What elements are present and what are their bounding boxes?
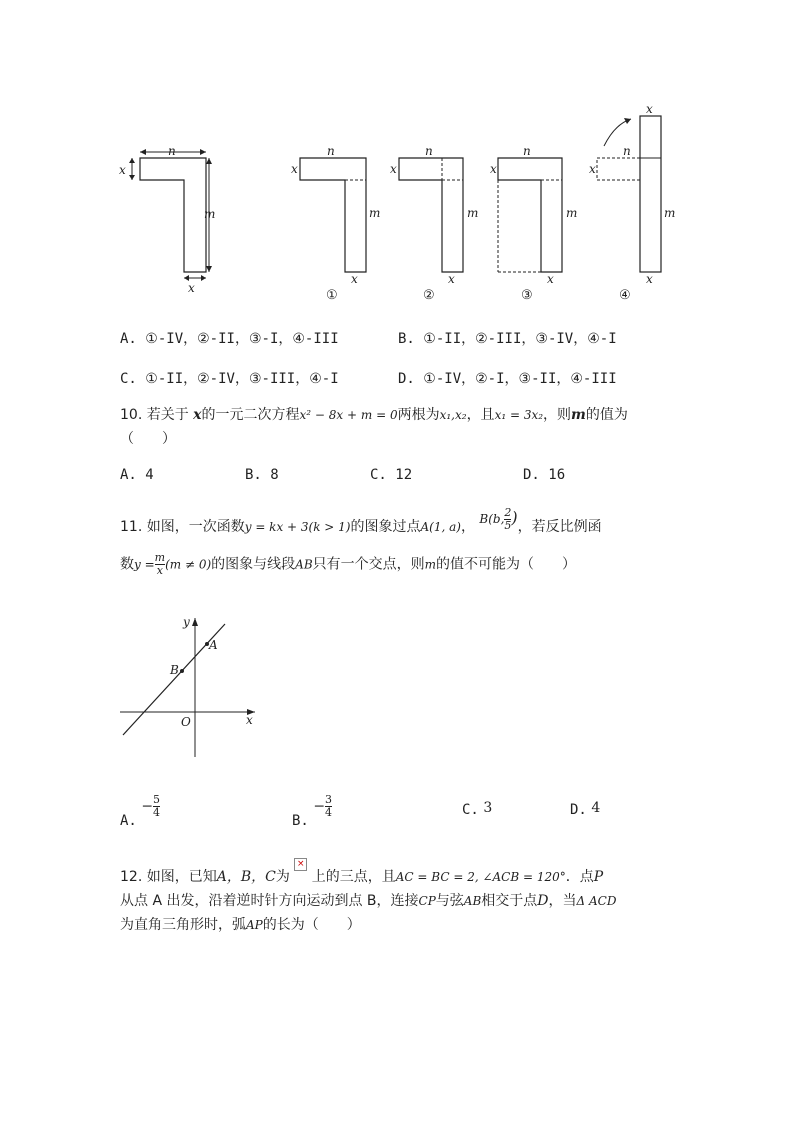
q11-option-b-sign: −	[313, 798, 326, 815]
fig4-n: n	[623, 144, 631, 158]
q12-var-p: P	[593, 869, 604, 885]
point-b	[180, 669, 184, 673]
q12-triangle: Δ ACD	[576, 894, 617, 908]
fig2-m: m	[467, 206, 479, 220]
q12-points-abc: A，B，C	[216, 869, 276, 885]
fig2-x-bottom: x	[448, 272, 455, 286]
fig1-n: n	[327, 144, 335, 158]
q10-text-2: 的一元二次方程	[201, 407, 300, 423]
figure-2	[390, 144, 478, 303]
label-x-bottom: x	[188, 281, 195, 295]
fig1-x-bottom: x	[351, 272, 358, 286]
q12-cp: CP	[418, 894, 436, 908]
q11-stem-line2	[120, 552, 576, 577]
q12-text-line2: 从点 A 出发，沿着逆时针方向运动到点 B，连接	[120, 893, 419, 909]
q11-point-b-num: 2	[504, 506, 512, 519]
graph-label-b: B	[170, 663, 179, 677]
q12-ab: AB	[463, 894, 482, 908]
figure-4	[589, 102, 675, 303]
figure-3	[490, 144, 577, 303]
q12-var-d: D	[537, 893, 549, 909]
q11-option-d-value: 4	[591, 800, 601, 816]
q10-roots: x₁,x₂	[439, 408, 467, 422]
q9-option-d[interactable]: D. ①-IV，②-I，③-II，④-III	[398, 371, 617, 387]
q11-option-b-den: 4	[325, 806, 333, 819]
original-l-shape	[119, 144, 215, 295]
q11-inv-cond: (m ≠ 0)	[165, 557, 212, 572]
q10-text-3: 两根为	[397, 407, 440, 423]
fig4-m: m	[664, 206, 676, 220]
q11-option-a[interactable]	[120, 793, 161, 829]
q12-stem-line1	[120, 859, 604, 886]
graph-label-a: A	[209, 638, 218, 652]
graph-label-o: O	[181, 715, 191, 729]
caption-1: ①	[326, 288, 338, 303]
fig2-n: n	[425, 144, 433, 158]
q12-text-3: 上的三点，且	[311, 869, 396, 885]
q11-text-3: ，若反比例函	[517, 519, 602, 535]
q11-inv-den: x	[155, 564, 165, 577]
q11-point-b	[479, 506, 518, 532]
q11-text-1: 11. 如图，一次函数	[120, 519, 245, 535]
fig2-x: x	[390, 162, 397, 176]
q12-stem-line2	[120, 890, 616, 910]
fig3-x-bottom: x	[547, 272, 554, 286]
l-shape-figures	[110, 100, 700, 305]
q11-point-b-pre: B(b,	[479, 512, 505, 526]
fig3-n: n	[523, 144, 531, 158]
q11-text-2: 的图象过点	[350, 519, 421, 535]
q12-text-line3b: 的长为（ ）	[262, 917, 361, 933]
q11-option-c-label: C.	[462, 802, 479, 818]
fig1-x: x	[291, 162, 298, 176]
q10-paren: （ ）	[120, 431, 176, 447]
graph-label-x: x	[246, 713, 253, 727]
q12-text-1: 12. 如图，已知	[120, 869, 217, 885]
q10-text-4: ，且	[466, 407, 495, 423]
q11-option-a-label: A.	[120, 812, 137, 829]
q10-option-c[interactable]: C. 12	[370, 467, 413, 483]
q9-option-c[interactable]: C. ①-II，②-IV，③-III，④-I	[120, 371, 339, 387]
q11-option-b-num: 3	[325, 793, 333, 806]
q11-option-b-fraction	[325, 794, 332, 819]
q11-inv-pre: y =	[134, 557, 155, 572]
q11-point-b-post: )	[511, 508, 518, 527]
q9-option-b[interactable]: B. ①-II，②-III，③-IV，④-I	[398, 331, 617, 347]
graph-label-y: y	[183, 615, 190, 629]
label-n: n	[168, 144, 176, 158]
q10-option-b[interactable]: B. 8	[245, 467, 279, 483]
q10-var-m: m	[571, 407, 586, 423]
q12-condition: AC = BC = 2, ∠ACB = 120°	[395, 870, 566, 884]
q11-option-d-label: D.	[570, 802, 587, 818]
q11-stem-line1	[120, 506, 602, 540]
q10-condition: x₁ = 3x₂	[494, 408, 544, 422]
q11-option-c-value: 3	[483, 800, 493, 816]
fig1-m: m	[369, 206, 381, 220]
q12-text-4: ．点	[565, 869, 594, 885]
q11-option-d[interactable]	[570, 802, 600, 818]
figure-1	[291, 144, 380, 303]
q11-function: y = kx + 3(k > 1)	[244, 520, 351, 534]
q12-text-2: 为	[275, 869, 290, 885]
q11-graph	[115, 612, 265, 762]
q10-var-x: x	[193, 407, 202, 423]
fig4-x-bottom: x	[646, 272, 653, 286]
q12-text-line2b: 与弦	[435, 893, 464, 909]
q11-option-c[interactable]	[462, 802, 492, 818]
q11-option-a-num: 5	[153, 793, 161, 806]
q11-option-b[interactable]	[292, 793, 333, 829]
caption-4: ④	[619, 288, 631, 303]
q12-text-line3: 为直角三角形时，弧	[120, 917, 246, 933]
q11-text-7: 的值不可能为（ ）	[436, 556, 577, 573]
broken-image-icon: ×	[294, 858, 307, 871]
q11-option-a-fraction	[153, 794, 160, 819]
q12-stem-line3	[120, 914, 361, 934]
q11-point-a: A(1, a)	[420, 520, 461, 534]
fig3-m: m	[566, 206, 578, 220]
q11-point-b-den: 5	[504, 519, 512, 532]
q11-inv-num: m	[154, 551, 166, 564]
q12-ap: AP	[246, 918, 263, 932]
y-axis-arrow-icon	[192, 618, 198, 626]
q11-var-m: m	[424, 557, 437, 572]
caption-2: ②	[423, 288, 435, 303]
q11-text-6: 只有一个交点，则	[312, 556, 425, 573]
caption-3: ③	[521, 288, 533, 303]
q12-text-line2d: ，当	[548, 893, 577, 909]
q11-option-a-den: 4	[153, 806, 161, 819]
q11-text-5: 的图象与线段	[211, 556, 296, 573]
q10-stem	[120, 404, 628, 424]
fig4-x-top: x	[646, 102, 653, 116]
q11-option-b-label: B.	[292, 812, 309, 829]
q11-inv-fraction	[155, 552, 165, 577]
q10-option-a[interactable]: A. 4	[120, 467, 154, 483]
q10-text-6: 的值为	[585, 407, 628, 423]
label-x-left: x	[119, 163, 126, 177]
q11-comma: ，	[460, 519, 475, 535]
fig4-x: x	[589, 162, 596, 176]
q12-text-line2c: 相交于点	[481, 893, 538, 909]
q11-segment: AB	[295, 557, 313, 572]
q10-text-5: ，则	[543, 407, 572, 423]
q10-text-1: 10. 若关于	[120, 407, 189, 423]
label-m: m	[204, 207, 216, 221]
q11-option-a-sign: −	[141, 798, 154, 815]
fig3-x: x	[490, 162, 497, 176]
q10-equation: x² − 8x + m = 0	[299, 408, 398, 422]
q9-option-a[interactable]: A. ①-IV，②-II，③-I，④-III	[120, 331, 339, 347]
q10-option-d[interactable]: D. 16	[523, 467, 566, 483]
q11-text-4: 数	[120, 556, 134, 573]
